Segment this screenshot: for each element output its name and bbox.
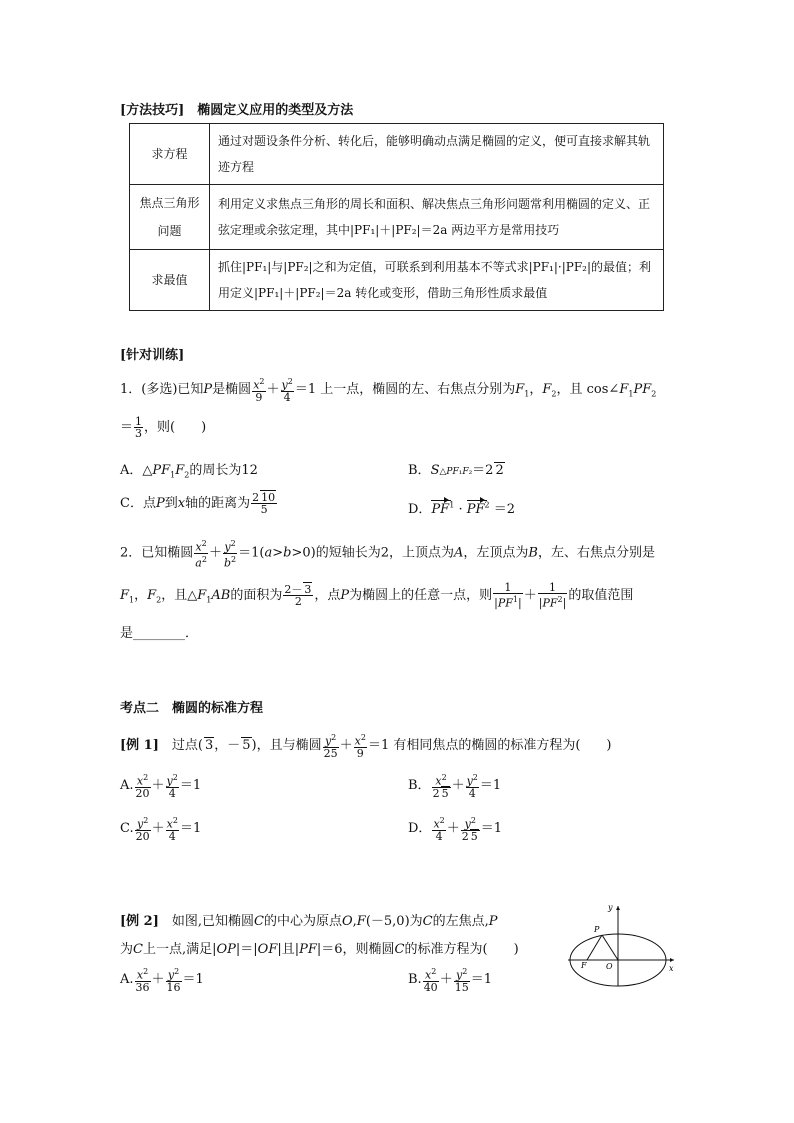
q2-line2b: 的面积为: [230, 587, 283, 603]
fraction: $\frac{2- 3}{2}$: [284, 582, 312, 608]
ex2-line2: 为C上一点,满足|OP|＝|OF|且|PF|＝6，则椭圆C的标准方程为( ): [120, 942, 519, 957]
q2-lead: 2．已知椭圆: [120, 545, 194, 561]
q1-option-c-mid: 到: [164, 496, 178, 511]
method-table: [129, 123, 664, 311]
fraction: $\frac{x^2}{36}$: [135, 967, 150, 994]
ex1-label: [例 1]: [120, 737, 159, 753]
ex2-line1a: 如图,已知椭圆: [158, 914, 255, 929]
ex2-line2a: 为: [120, 942, 134, 957]
table-row: [130, 124, 664, 185]
q2-line1: 2．已知椭圆 $\frac{x^2}{a^2}$ ＋ $\frac{y^2}{b^2}$ ＝1(a>b>0)的短轴长为2，上顶点为A，左顶点为B，左、右焦点分别是: [120, 539, 655, 570]
table-value: 利用定义求焦点三角形的周长和面积、解决焦点三角形问题常利用椭圆的定义、正弦定理或余弦定理，其中|PF₁|＋|PF₂|＝2a 两边平方是常用技巧: [210, 185, 664, 250]
fraction: $\frac{x^2}{a^2}$: [195, 539, 207, 570]
q1-line2: ＝ $\frac{1}{3}$ ，则( ): [120, 415, 207, 440]
fraction: $\frac{x^2}{20}$: [135, 773, 150, 800]
ex1-option-a: A. $\frac{x^2}{20}$ ＋ $\frac{y^2}{4}$ ＝1: [120, 773, 202, 800]
fraction: $\frac{y^2}{25}$: [323, 733, 338, 760]
table-key: 求最值: [130, 250, 210, 311]
ex1-text-c: )，且与椭圆: [251, 737, 322, 753]
q1-option-a-text: 的周长为12: [189, 463, 258, 478]
ex1-option-c: C. $\frac{y^2}{20}$ ＋ $\frac{x^2}{4}$ ＝1: [120, 816, 202, 843]
y-axis-arrow: [616, 906, 620, 910]
fraction: $\frac{x^2}{4}$: [166, 816, 178, 843]
q1-option-d: D．$PF^1 \cdot PF^2 =2$: [408, 500, 515, 517]
p-label: P: [594, 925, 600, 934]
table-key: 焦点三角形问题: [130, 185, 210, 250]
fraction: $\frac{x^2}{4}$: [433, 816, 445, 843]
q1-lead: 1．(多选)已知: [120, 381, 204, 397]
ex2-label: [例 2]: [120, 914, 159, 929]
ellipse-figure: [566, 902, 678, 990]
ex2-line2b: 上一点,满足|: [142, 942, 217, 957]
fraction: $\frac{y^2}{4}$: [466, 773, 478, 800]
fraction: $\frac{x^2}{40}$: [423, 967, 438, 994]
table-row: [130, 250, 664, 311]
fraction: $\frac{x^2}{2 5}$: [432, 773, 449, 800]
fraction: $\frac{y^2}{2 5}$: [461, 816, 478, 843]
fraction: $\frac{1}{|PF^2|}$: [538, 581, 567, 610]
x-axis-arrow: [670, 958, 674, 962]
ex2-line2c: |＝|: [235, 942, 258, 957]
ex1-line1: [例 1] 过点( 3，－ 5)，且与椭圆 $\frac{y^2}{25}$ ＋ $\frac{x^2}{9}$ ＝1 有相同焦点的椭圆的标准方程为( ): [120, 733, 612, 760]
ex2-line2e: |＝6，则椭圆: [316, 942, 395, 957]
ex1-text-a: 过点(: [158, 737, 203, 753]
q1-option-b: B．S△PF₁F₂＝2 2: [408, 463, 504, 478]
table-key: 求方程: [130, 124, 210, 185]
q2-cond: 的短轴长为2，上顶点为: [315, 545, 454, 561]
ex2-option-a: A. $\frac{x^2}{36}$ ＋ $\frac{y^2}{16}$ ＝1: [120, 967, 204, 994]
ex1-option-b: B． $\frac{x^2}{2 5}$ ＋ $\frac{y^2}{4}$ ＝1: [408, 773, 502, 800]
fraction: $\frac{y^2}{4}$: [281, 377, 293, 404]
fraction: $\frac{x^2}{9}$: [354, 733, 366, 760]
q2-line3: 是________．: [120, 626, 199, 641]
q2-line2d: 为椭圆上的任意一点，则: [349, 587, 493, 603]
fraction: $\frac{1}{3}$: [135, 415, 143, 440]
q2-line2: $F_1$，$F_2$，且$\triangle F_1AB$的面积为 $\frac{2- 3}{2}$ ，点P为椭圆上的任意一点，则 $\frac{1}{|PF^1|}$ ＋ $\frac{1}{|PF^2|}$ 的取值范围: [120, 581, 634, 610]
q1-line1: 1．(多选)已知P是椭圆 $\frac{x^2}{9}$ ＋ $\frac{y^2}{4}$ ＝1 上一点，椭圆的左、右焦点分别为$F_1$，$F_2$，且 $\cos\angle F_1PF_2$: [120, 377, 657, 404]
fraction: $\frac{y^2}{4}$: [166, 773, 178, 800]
table-value: 抓住|PF₁|与|PF₂|之和为定值，可联系到利用基本不等式求|PF₁|·|PF₂|的最值；利用定义|PF₁|＋|PF₂|＝2a 转化或变形，借助三角形性质求最值: [210, 250, 664, 311]
q2-line2c: ，点: [314, 587, 341, 603]
fraction: $\frac{y^2}{16}$: [166, 967, 181, 994]
ex2-line1c: (－5,0)为: [365, 914, 423, 929]
f-label: F: [581, 961, 587, 970]
ex2-line2f: 的标准方程为( ): [404, 942, 519, 957]
ex1-option-d: D． $\frac{x^2}{4}$ ＋ $\frac{y^2}{2 5}$ ＝1: [408, 816, 503, 843]
q1-option-c-lead: C．点: [120, 496, 156, 511]
ex2-line1d: 的左焦点,: [432, 914, 489, 929]
o-label: O: [606, 962, 613, 971]
fraction: $\frac{y^2}{b^2}$: [223, 539, 237, 570]
q1-then: ，则( ): [144, 420, 207, 435]
table-row: [130, 185, 664, 250]
x-label: x: [669, 964, 674, 973]
ex2-line1: [例 2] 如图,已知椭圆C的中心为原点O,F(－5,0)为C的左焦点,P: [120, 914, 498, 929]
ex1-text-d: 有相同焦点的椭圆的标准方程为( ): [393, 737, 612, 753]
fraction: $\frac{y^2}{20}$: [135, 816, 150, 843]
method-heading: [方法技巧] 椭圆定义应用的类型及方法: [120, 103, 354, 118]
q1-line1-tail: 上一点，椭圆的左、右焦点分别为: [320, 381, 516, 397]
table-value: 通过对题设条件分析、转化后，能够明确动点满足椭圆的定义，便可直接求解其轨迹方程: [210, 124, 664, 185]
q2-cond2: ，左顶点为: [463, 545, 529, 561]
fraction: $\frac{y^2}{15}$: [454, 967, 469, 994]
fraction: $\frac{2 10}{5}$: [252, 491, 276, 516]
segment-po: [602, 935, 618, 960]
y-label: y: [608, 903, 613, 912]
fraction: $\frac{1}{|PF^1|}$: [494, 581, 522, 610]
ex2-option-b: B. $\frac{x^2}{40}$ ＋ $\frac{y^2}{15}$ ＝1: [408, 967, 492, 994]
q2-cond3: ，左、右焦点分别是: [537, 545, 655, 561]
training-heading: [针对训练]: [120, 348, 185, 363]
ex1-text-b: ，－: [214, 737, 241, 753]
q1-option-c-text: 轴的距离为: [185, 496, 251, 511]
q1-option-c: C．点P到x轴的距离为 $\frac{2 10}{5}$: [120, 491, 276, 516]
q2-line2e: 的取值范围: [568, 587, 634, 603]
ex2-line1b: 的中心为原点: [263, 914, 342, 929]
section-title: 考点二 椭圆的标准方程: [120, 701, 264, 716]
ex2-line2d: |且|: [277, 942, 300, 957]
q1-option-a: A．$\triangle PF_1F_2$的周长为12: [120, 463, 258, 480]
fraction: $\frac{x^2}{9}$: [253, 377, 265, 404]
q2-line2a: ，且△: [161, 587, 198, 603]
